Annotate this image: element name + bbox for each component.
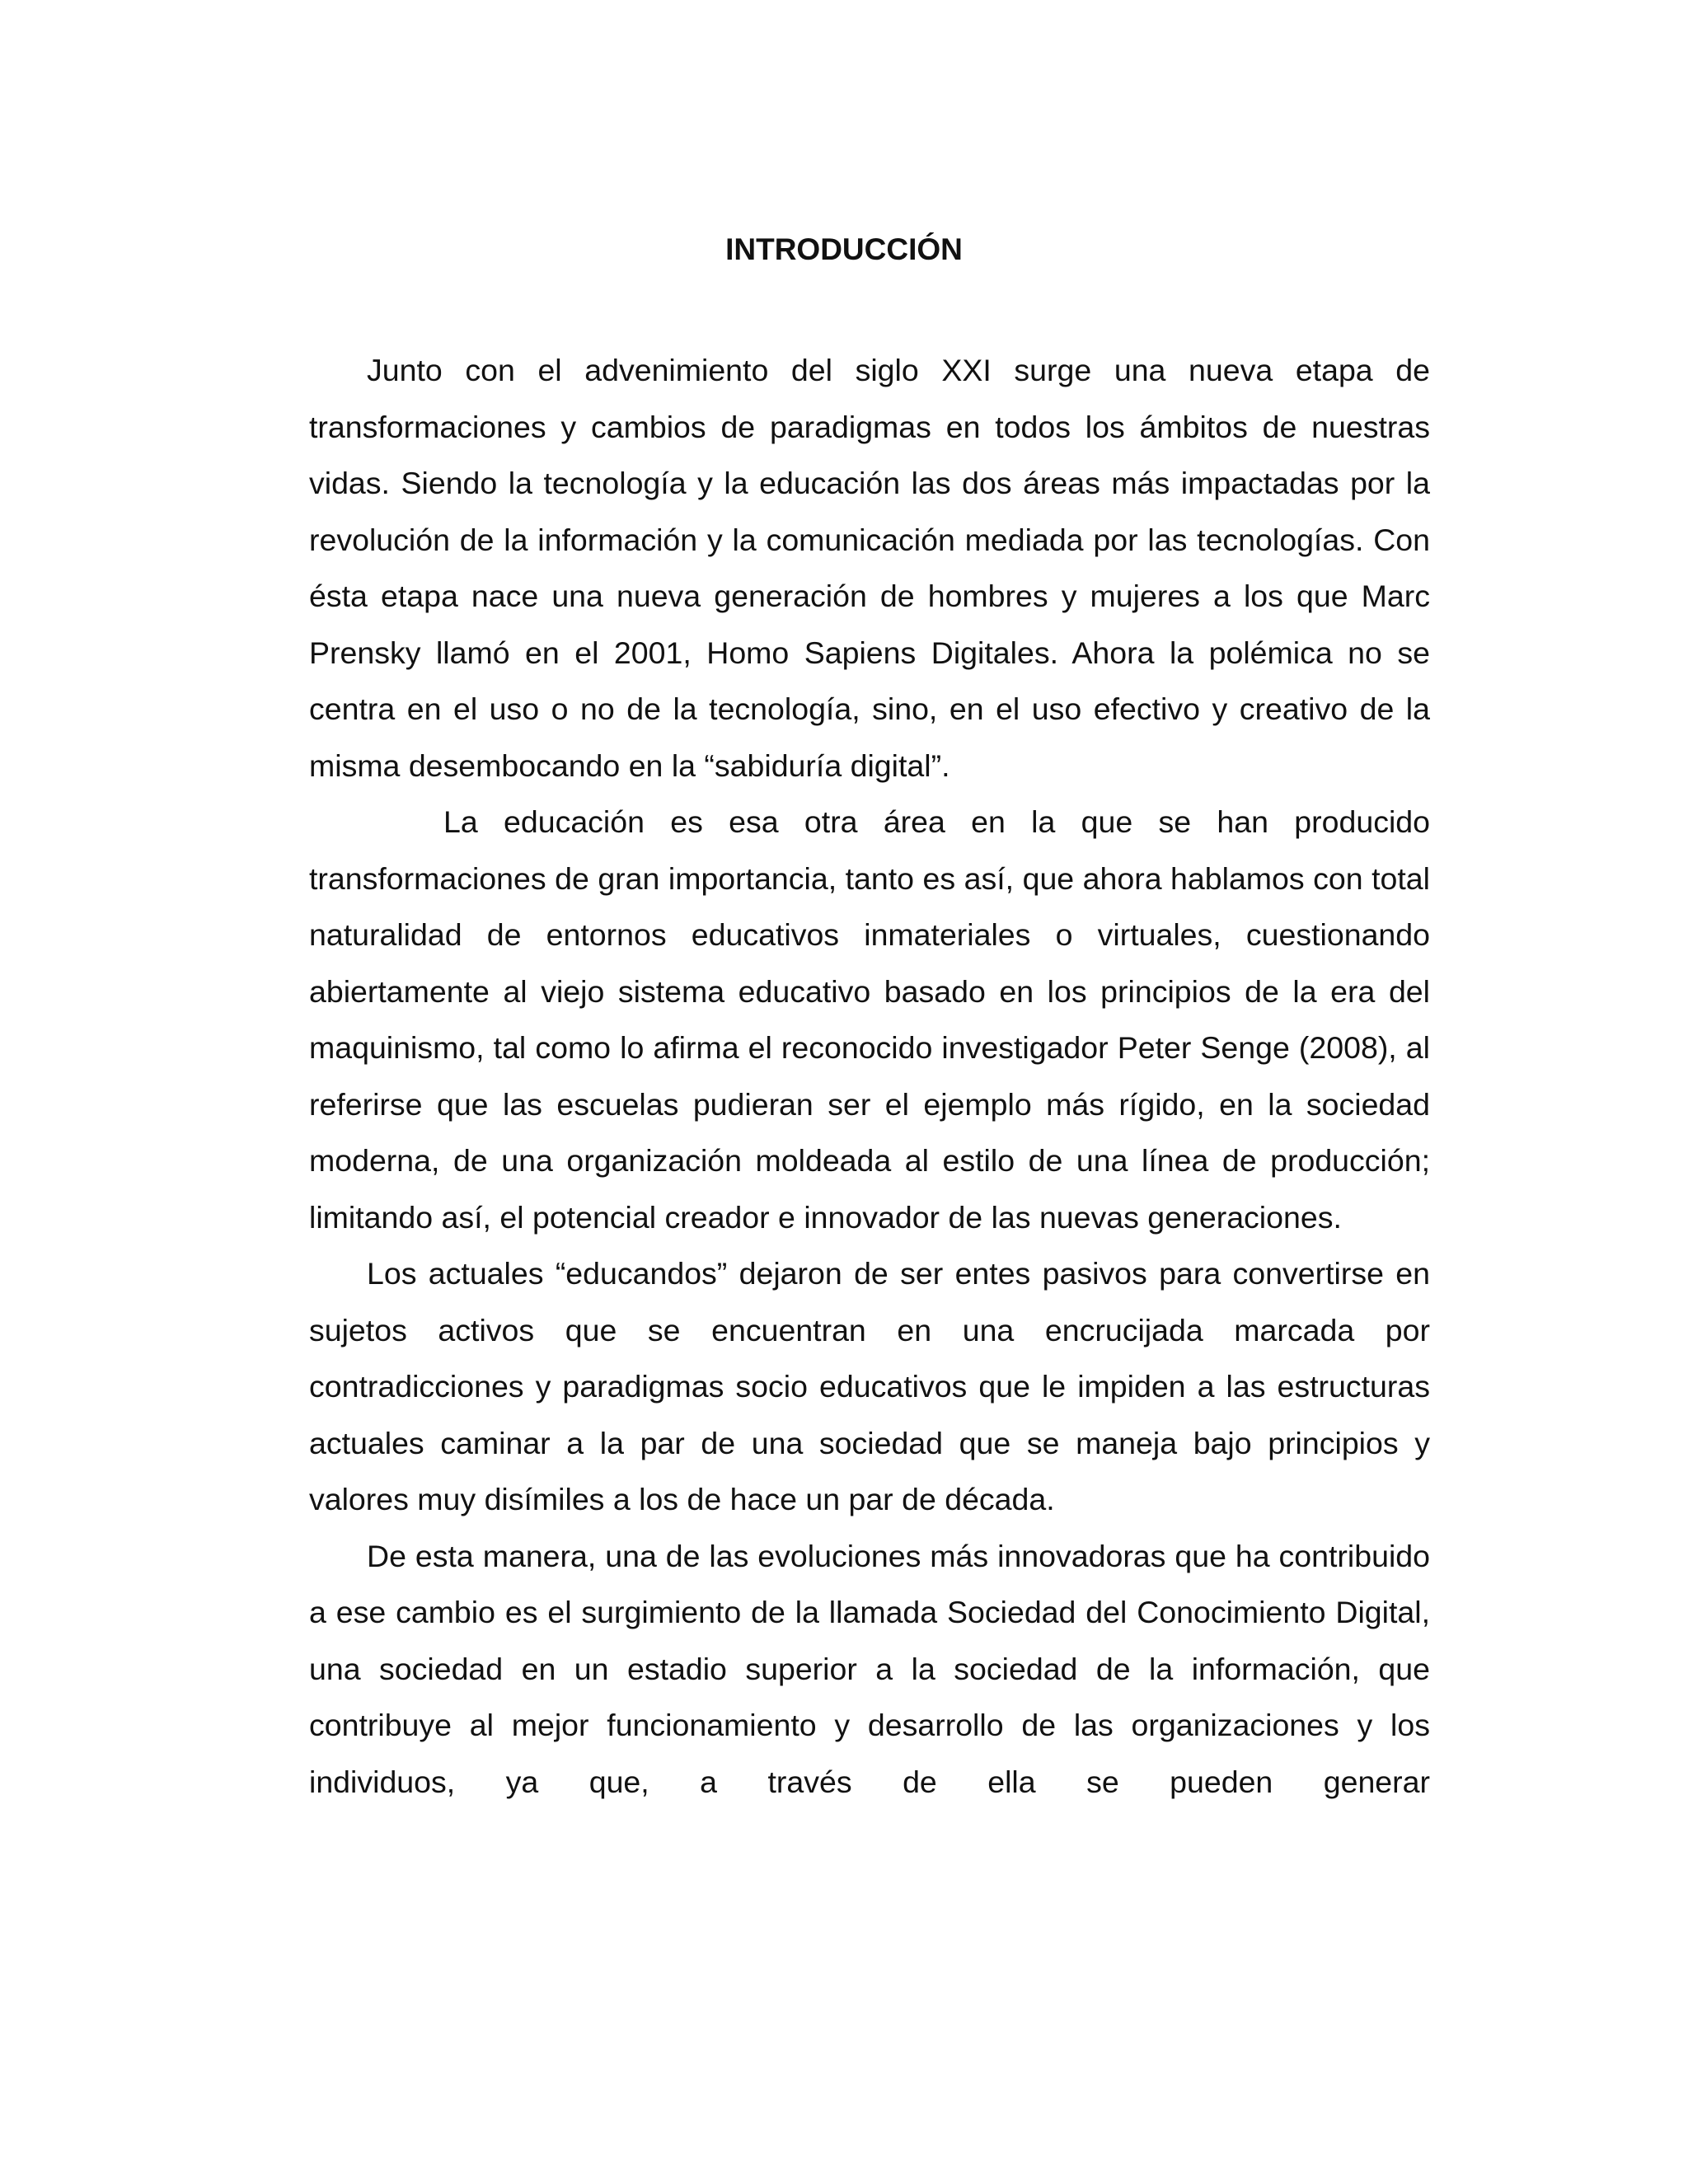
body-text [309,342,1430,1810]
paragraph-4: De esta manera, una de las evoluciones más innovadoras que ha contribuido a ese cambio es el surgimiento de la llamada Sociedad del Conocimiento Digital, una sociedad en un estadio superior a la sociedad de la información, que contribuye al mejor funcionamiento y desarrollo de las organizaciones y los individuos, ya que, a través de ella se pueden generar [309,1538,1430,1799]
paragraph-2: La educación es esa otra área en la que se han producido transformaciones de gran importancia, tanto es así, que ahora hablamos con total naturalidad de entornos educativos inmateriales o virtuales, cuestionando abiertamente al viejo sistema educativo basado en los principios de la era del maquinismo, tal como lo afirma el reconocido investigador Peter Senge (2008), al referirse que las escuelas pudieran ser el ejemplo más rígido, en la sociedad moderna, de una organización moldeada al estilo de una línea de producción; limitando así, el potencial creador e innovador de las nuevas generaciones. [309,804,1430,1235]
page-title: INTRODUCCIÓN [725,232,963,266]
paragraph-1: Junto con el advenimiento del siglo XXI surge una nueva etapa de transformaciones y cambios de paradigmas en todos los ámbitos de nuestras vidas. Siendo la tecnología y la educación las dos áreas más impactadas por la revolución de la información y la comunicación mediada por las tecnologías. Con ésta etapa nace una nueva generación de hombres y mujeres a los que Marc Prensky llamó en el 2001, Homo Sapiens Digitales. Ahora la polémica no se centra en el uso o no de la tecnología, sino, en el uso efectivo y creativo de la misma desembocando en la “sabiduría digital”. [309,353,1430,783]
paragraph-3: Los actuales “educandos” dejaron de ser entes pasivos para convertirse en sujetos activos que se encuentran en una encrucijada marcada por contradicciones y paradigmas socio educativos que le impiden a las estructuras actuales caminar a la par de una sociedad que se maneja bajo principios y valores muy disímiles a los de hace un par de década. [309,1256,1430,1516]
